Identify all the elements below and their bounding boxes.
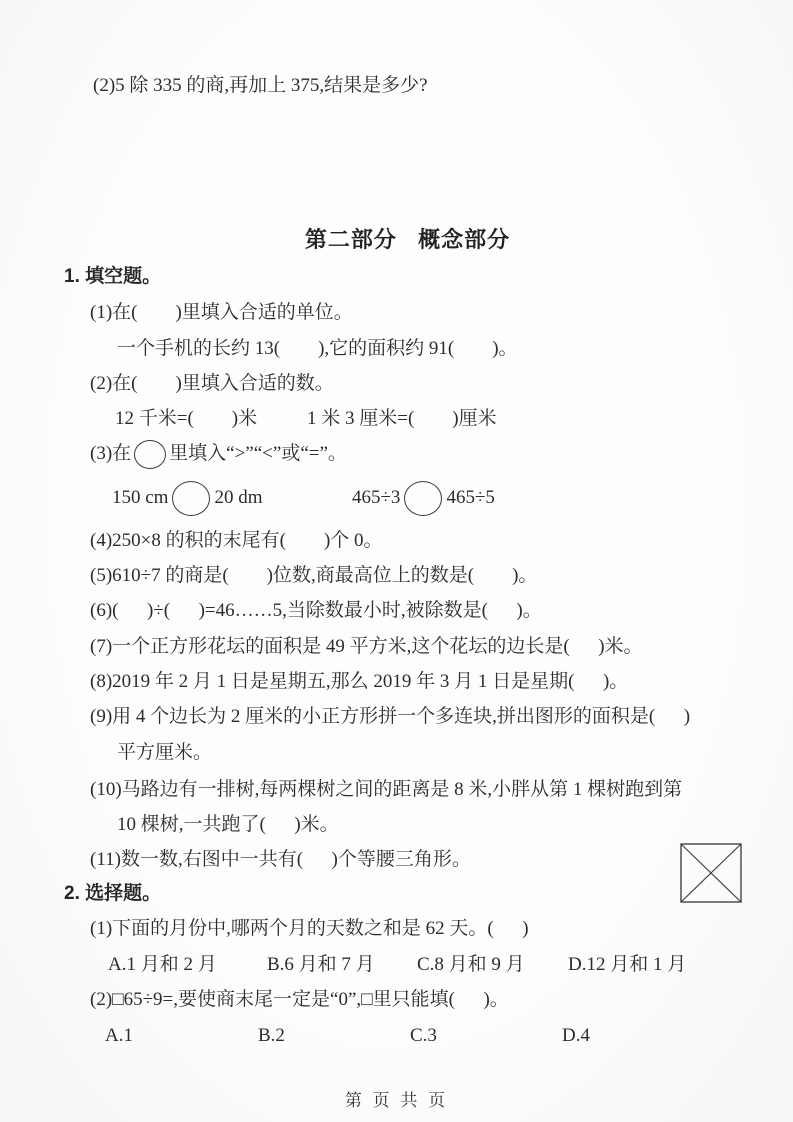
option-a: A.1 月和 2 月	[108, 954, 217, 975]
fill-in-q2-sub	[0, 405, 793, 433]
fill-in-q3-sub	[0, 476, 793, 520]
option-a: A.1	[105, 1025, 133, 1046]
compare-right-b: 465÷5	[446, 487, 495, 508]
fill-in-q5: (5)610÷7 的商是( )位数,商最高位上的数是( )。	[90, 565, 538, 586]
fill-in-q9-sub: 平方厘米。	[117, 742, 213, 763]
fill-in-q2-sub-left: 12 千米=( )米	[115, 408, 258, 429]
fill-in-q7: (7)一个正方形花坛的面积是 49 平方米,这个花坛的边长是( )米。	[90, 636, 643, 657]
compare-right-a: 465÷3	[352, 487, 401, 508]
square-with-diagonals-figure	[680, 843, 742, 903]
square-with-diagonals-icon	[680, 843, 742, 903]
compare-left-b: 20 dm	[214, 487, 263, 508]
fill-in-heading: 1. 填空题。	[64, 266, 162, 287]
fill-in-q10-sub: 10 棵树,一共跑了( )米。	[117, 814, 339, 835]
option-b: B.6 月和 7 月	[267, 954, 375, 975]
compare-left-a: 150 cm	[112, 487, 169, 508]
answer-circle-icon	[172, 481, 210, 516]
page-footer: 第 页 共 页	[344, 1091, 449, 1110]
fill-in-q2: (2)在( )里填入合适的数。	[90, 373, 334, 394]
previous-question-line: (2)5 除 335 的商,再加上 375,结果是多少?	[93, 75, 428, 96]
fill-in-q2-sub-right: 1 米 3 厘米=( )厘米	[307, 408, 497, 429]
answer-circle-icon	[134, 440, 166, 469]
choice-q2: (2)□65÷9=,要使商末尾一定是“0”,□里只能填( )。	[90, 989, 509, 1010]
option-c: C.8 月和 9 月	[417, 954, 525, 975]
fill-in-q9: (9)用 4 个边长为 2 厘米的小正方形拼一个多连块,拼出图形的面积是( )	[90, 706, 691, 727]
compare-group-left	[112, 476, 263, 520]
choice-q1-options	[0, 951, 793, 979]
answer-circle-icon	[404, 481, 442, 516]
choice-q2-options	[0, 1022, 793, 1050]
fill-in-q3	[90, 434, 347, 474]
fill-in-q10: (10)马路边有一排树,每两棵树之间的距离是 8 米,小胖从第 1 棵树跑到第	[90, 779, 683, 800]
option-d: D.4	[562, 1025, 590, 1046]
section-title: 第二部分 概念部分	[304, 227, 511, 252]
fill-in-q4: (4)250×8 的积的末尾有( )个 0。	[90, 530, 383, 551]
fill-in-q8: (8)2019 年 2 月 1 日是星期五,那么 2019 年 3 月 1 日是星期( )。	[90, 671, 629, 692]
option-b: B.2	[258, 1025, 285, 1046]
choice-heading: 2. 选择题。	[64, 883, 162, 904]
option-d: D.12 月和 1 月	[568, 954, 687, 975]
fill-in-q3-prefix: (3)在	[90, 443, 132, 464]
fill-in-q1: (1)在( )里填入合适的单位。	[90, 302, 353, 323]
fill-in-q6: (6)( )÷( )=46……5,当除数最小时,被除数是( )。	[90, 600, 542, 621]
fill-in-q11: (11)数一数,右图中一共有( )个等腰三角形。	[90, 849, 471, 870]
fill-in-q3-suffix: 里填入“>”“<”或“=”。	[169, 443, 347, 464]
choice-q1: (1)下面的月份中,哪两个月的天数之和是 62 天。( )	[90, 918, 529, 939]
fill-in-q1-sub: 一个手机的长约 13( ),它的面积约 91( )。	[117, 338, 518, 359]
option-c: C.3	[410, 1025, 437, 1046]
compare-group-right	[352, 476, 495, 520]
